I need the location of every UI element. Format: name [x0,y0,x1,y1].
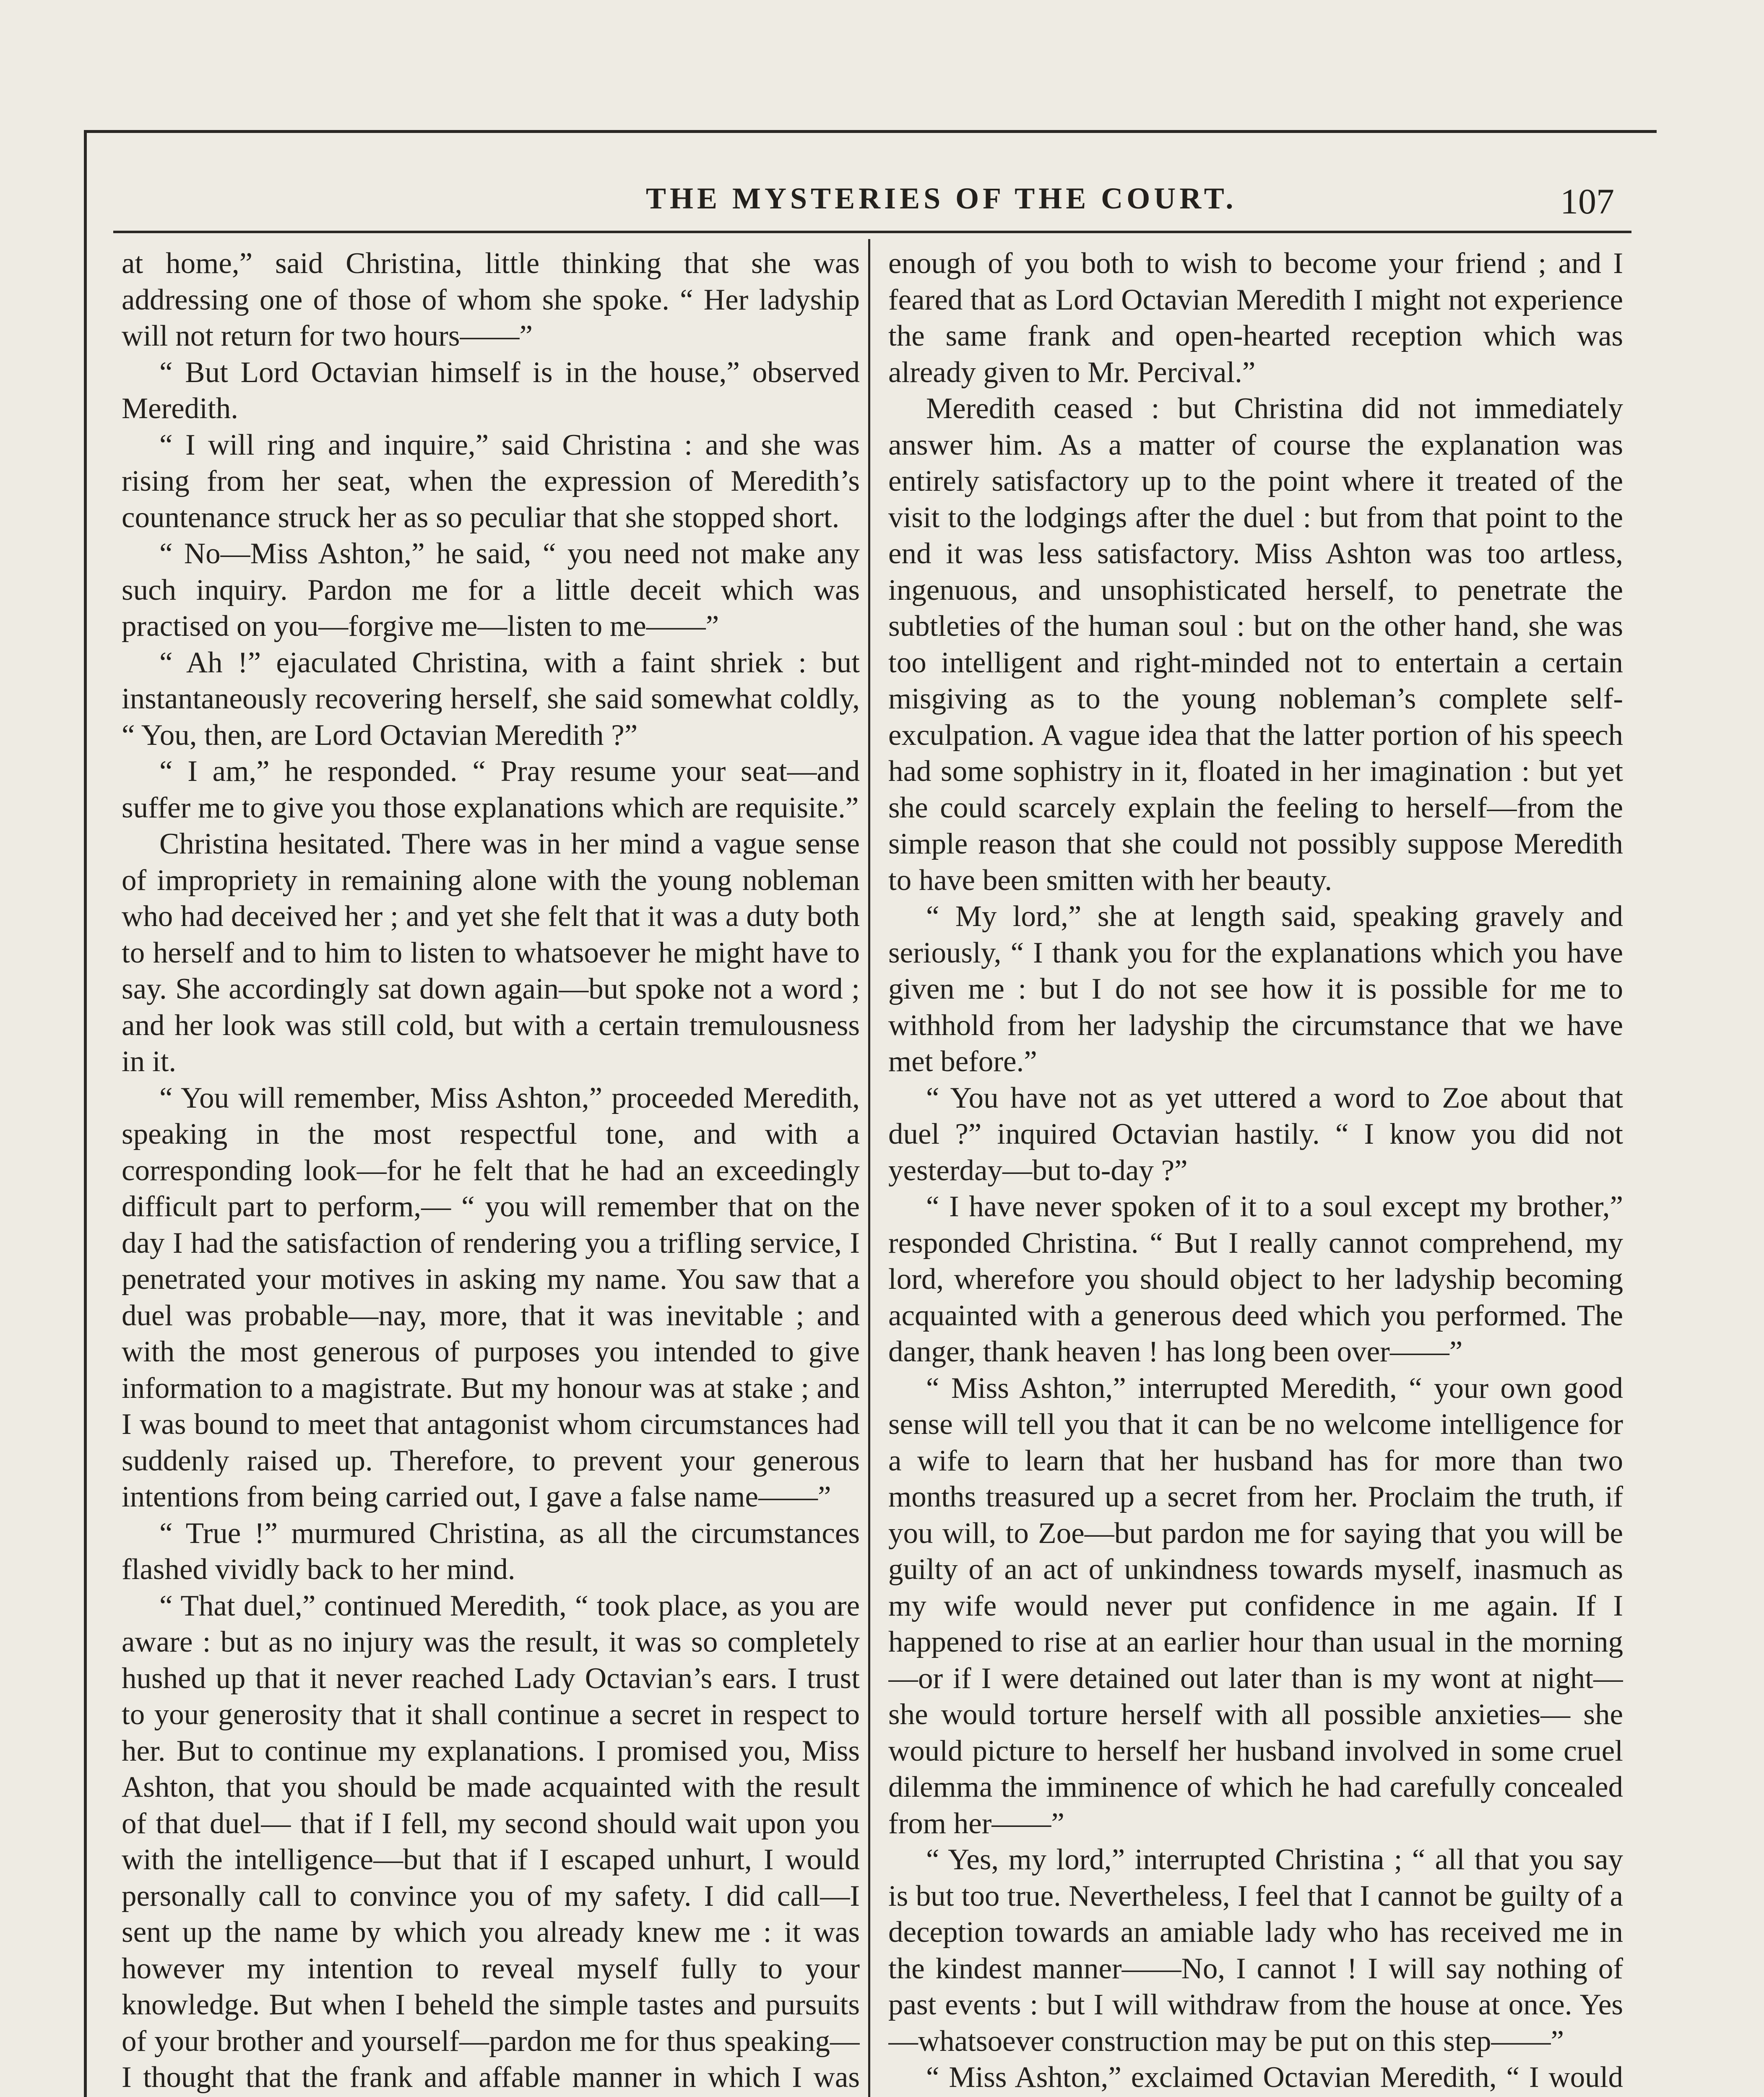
left-column [122,245,860,2097]
paragraph: “ Miss Ashton,” interrupted Meredith, “ your own good sense will tell you that it can be no welcome intelligence for a wife to learn that her husband has for more than two months treasured up a secret from her. Proclaim the truth, if you will, to Zoe—but pardon me for saying that you will be guilty of an act of unkindness towards myself, inasmuch as my wife would never put confidence in me again. If I happened to rise at an earlier hour than usual in the morning—or if I were detained out later than is my wont at night—she would torture herself with all possible anxieties— she would picture to herself her husband involved in some cruel dilemma the imminence of which he had carefully concealed from her——” [888,1371,1623,1840]
paragraph: “ Yes, my lord,” interrupted Christina ; “ all that you say is but too true. Nevertheless, I feel that I cannot be guilty of a deception towards an amiable lady who has received me in the kindest manner——No, I cannot ! I will say nothing of past events : but I will withdraw from the house at once. Yes—whatsoever construction may be put on this step——” [888,1843,1623,2058]
running-title: THE MYSTERIES OF THE COURT. [646,182,1237,215]
paragraph: “ You have not as yet uttered a word to Zoe about that duel ?” inquired Octavian hastily. “ I know you did not yesterday—but to-day ?” [888,1081,1623,1187]
paragraph: “ I have never spoken of it to a soul except my brother,” responded Christina. “ But I really cannot comprehend, my lord, wherefore you should object to her ladyship becoming acquainted with a generous deed which you performed. The danger, thank heaven ! has long been over——” [888,1190,1623,1368]
paragraph: “ You will remember, Miss Ashton,” proceeded Meredith, speaking in the most respectful tone, and with a corresponding look—for he felt that he had an exceedingly difficult part to perform,— “ you will remember that on the day I had the satisfaction of rendering you a trifling service, I penetrated your motives in asking my name. You saw that a duel was probable—nay, more, that it was inevitable ; and with the most generous of purposes you intended to give information to a magistrate. But my honour was at stake ; and I was bound to meet that antagonist whom circumstances had suddenly raised up. Therefore, to prevent your generous intentions from being carried out, I gave a false name——” [122,1081,860,1513]
paragraph: at home,” said Christina, little thinking that she was addressing one of those of whom she spoke. “ Her ladyship will not return for two hours——” [122,247,860,352]
paragraph: “ I will ring and inquire,” said Christina : and she was rising from her seat, when the expression of Meredith’s countenance struck her as so peculiar that she stopped short. [122,428,860,534]
paragraph: enough of you both to wish to become your friend ; and I feared that as Lord Octavian Meredith I might not experience the same frank and open-hearted reception which was already given to Mr. Percival.” [888,247,1623,389]
right-column [888,245,1623,2097]
column-divider [868,239,870,2097]
paragraph: Christina hesitated. There was in her mind a vague sense of impropriety in remaining alone with the young nobleman who had deceived her ; and yet she felt that it was a duty both to herself and to him to listen to whatsoever he might have to say. She accordingly sat down again—but spoke not a word ; and her look was still cold, but with a certain tremulousness in it. [122,827,860,1078]
paragraph: “ My lord,” she at length said, speaking gravely and seriously, “ I thank you for the explanations which you have given me : but I do not see how it is possible for me to withhold from her ladyship the circumstance that we have met before.” [888,900,1623,1078]
paragraph: “ No—Miss Ashton,” he said, “ you need not make any such inquiry. Pardon me for a little deceit which was practised on you—forgive me—listen to me——” [122,537,860,643]
header-rule [113,231,1631,233]
paragraph: “ I am,” he responded. “ Pray resume your seat—and suffer me to give you those explanations which are requisite.” [122,755,860,824]
paragraph: “ Miss Ashton,” exclaimed Octavian Meredith, “ I would [926,2061,1623,2094]
paragraph: “ But Lord Octavian himself is in the house,” observed Meredith. [122,356,860,425]
paragraph: “ True !” murmured Christina, as all the circumstances flashed vividly back to her mind. [122,1517,860,1586]
paragraph: “ That duel,” continued Meredith, “ took place, as you are aware : but as no injury was the result, it was so completely hushed up that it never reached Lady Octavian’s ears. I trust to your generosity that it shall continue a secret in respect to her. But to continue my explanations. I promised you, Miss Ashton, that you should be made acquainted with the result of that duel— that if I fell, my second should wait upon you with the intelligence—but that if I escaped unhurt, I would personally call to convince you of my safety. I did call—I sent up the name by which you already knew me : it was however my intention to reveal myself fully to your knowledge. But when I beheld the simple tastes and pursuits of your brother and yourself—pardon me for thus speaking—I thought that the frank and affable manner in which I was [122,1589,860,2094]
page-number: 107 [1560,181,1614,221]
paragraph: “ Ah !” ejaculated Christina, with a faint shriek : but instantaneously recovering herself, she said somewhat coldly, “ You, then, are Lord Octavian Meredith ?” [122,646,860,752]
paragraph: Meredith ceased : but Christina did not immediately answer him. As a matter of course the explanation was entirely satisfactory up to the point where it treated of the visit to the lodgings after the duel : but from that point to the end it was less satisfactory. Miss Ashton was too artless, ingenuous, and unsophisticated herself, to penetrate the subtleties of the human soul : but on the other hand, she was too intelligent and right-minded not to entertain a certain misgiving as to the young nobleman’s complete self-exculpation. A vague idea that the latter portion of his speech had some sophistry in it, floated in her imagination : but yet she could scarcely explain the feeling to herself—from the simple reason that she could not possibly suppose Meredith to have been smitten with her beauty. [888,392,1623,897]
